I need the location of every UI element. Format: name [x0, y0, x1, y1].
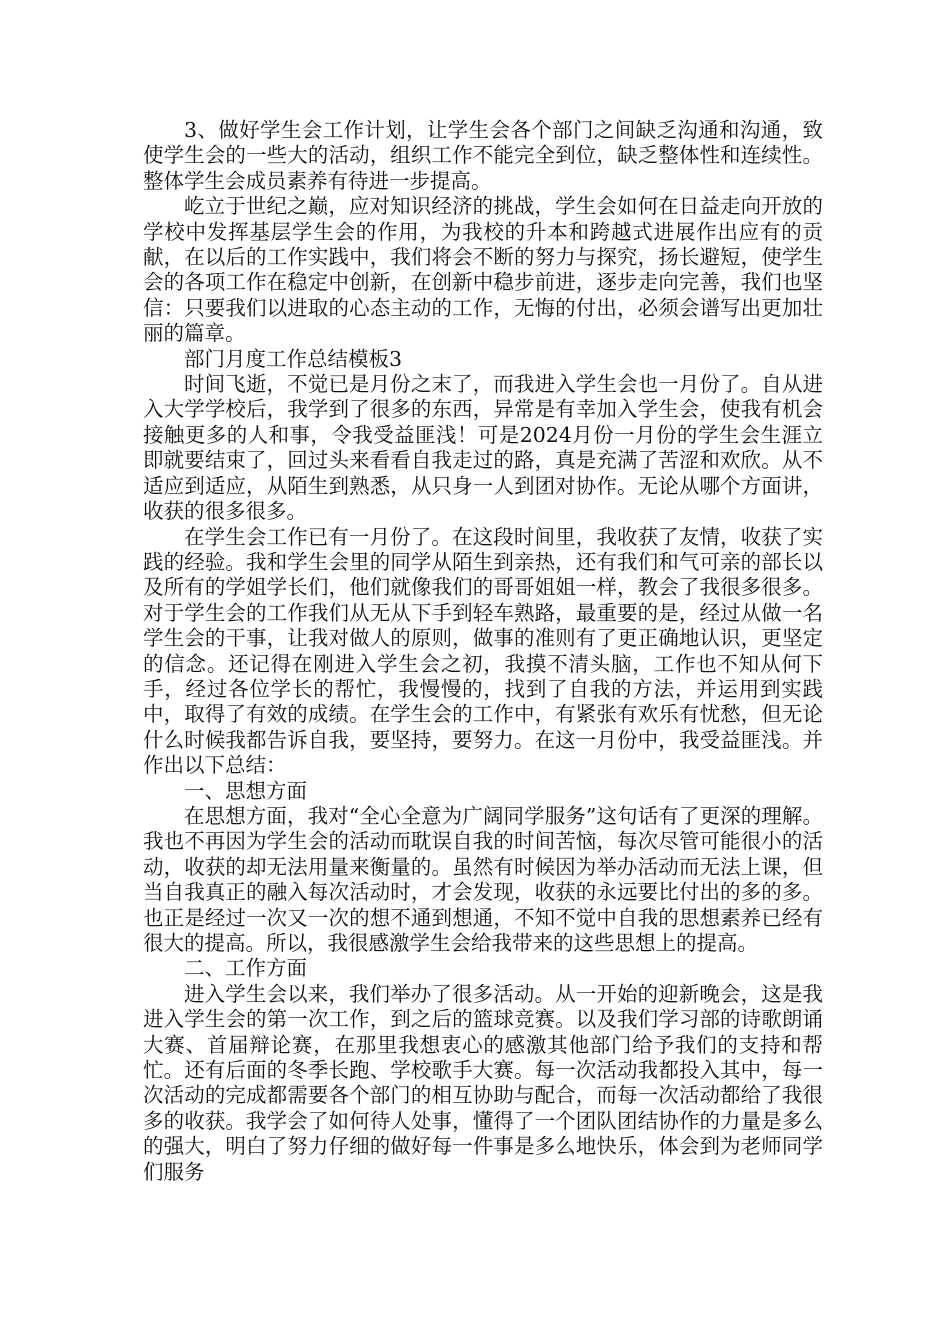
paragraph-thought: 在思想方面，我对“全心全意为广阔同学服务”这句话有了更深的理解。我也不再因为学生会的活动而耽误自我的时间苦恼，每次尽管可能很小的活动，收获的却无法用量来衡量的。虽然有时候因为举办活动而无法上课，但当自我真正的融入每次活动时，才会发现，收获的永远要比付出的多的多。也正是经过一次又一次的想不通到想通，不知不觉中自我的思想素养已经有很大的提高。所以，我很感激学生会给我带来的这些思想上的提高。: [143, 803, 823, 955]
heading-work: 二、工作方面: [184, 956, 307, 981]
paragraph-outlook: 屹立于世纪之巅，应对知识经济的挑战，学生会如何在日益走向开放的学校中发挥基层学生会的作用，为我校的升本和跨越式进展作出应有的贡献，在以后的工作实践中，我们将会不断的努力与探究，扬长避短，使学生会的各项工作在稳定中创新，在创新中稳步前进，逐步走向完善，我们也坚信：只要我们以进取的心态主动的工作，无悔的付出，必须会谱写出更加壮丽的篇章。: [143, 194, 823, 346]
heading-thought: 一、思想方面: [184, 778, 307, 803]
paragraph-time-flies: 时间飞逝，不觉已是月份之末了，而我进入学生会也一月份了。自从进入大学学校后，我学到了很多的东西，异常是有幸加入学生会，使我有机会接触更多的人和事，令我受益匪浅！可是2024月份一月份的学生会生涯立即就要结束了，回过头来看看自我走过的路，真是充满了苦涩和欢欣。从不适应到适应，从陌生到熟悉，从只身一人到团对协作。无论从哪个方面讲，收获的很多很多。: [143, 372, 823, 524]
document-body: [143, 118, 823, 1185]
paragraph-work-experience: 在学生会工作已有一月份了。在这段时间里，我收获了友情，收获了实践的经验。我和学生会里的同学从陌生到亲热，还有我们和气可亲的部长以及所有的学姐学长们，他们就像我们的哥哥姐姐一样，教会了我很多很多。对于学生会的工作我们从无从下手到轻车熟路，最重要的是，经过从做一名学生会的干事，让我对做人的原则，做事的准则有了更正确地认识，更坚定的信念。还记得在刚进入学生会之初，我摸不清头脑，工作也不知从何下手，经过各位学长的帮忙，我慢慢的，找到了自我的方法，并运用到实践中，取得了有效的成绩。在学生会的工作中，有紧张有欢乐有忧愁，但无论什么时候我都告诉自我，要坚持，要努力。在这一月份中，我受益匪浅。并作出以下总结：: [143, 524, 823, 778]
paragraph-plan-issues: 3、做好学生会工作计划，让学生会各个部门之间缺乏沟通和沟通，致使学生会的一些大的活动，组织工作不能完全到位，缺乏整体性和连续性。整体学生会成员素养有待进一步提高。: [143, 118, 823, 193]
paragraph-work: 进入学生会以来，我们举办了很多活动。从一开始的迎新晚会，这是我进入学生会的第一次工作，到之后的篮球竞赛。以及我们学习部的诗歌朗诵大赛、首届辩论赛，在那里我想衷心的感激其他部门给予我们的支持和帮忙。还有后面的冬季长跑、学校歌手大赛。每一次活动我都投入其中，每一次活动的完成都需要各个部门的相互协助与配合，而每一次活动都给了我很多的收获。我学会了如何待人处事，懂得了一个团队团结协作的力量是多么的强大，明白了努力仔细的做好每一件事是多么地快乐，体会到为老师同学们服务: [143, 981, 823, 1184]
section-title-template-3: 部门月度工作总结模板3: [184, 346, 403, 371]
